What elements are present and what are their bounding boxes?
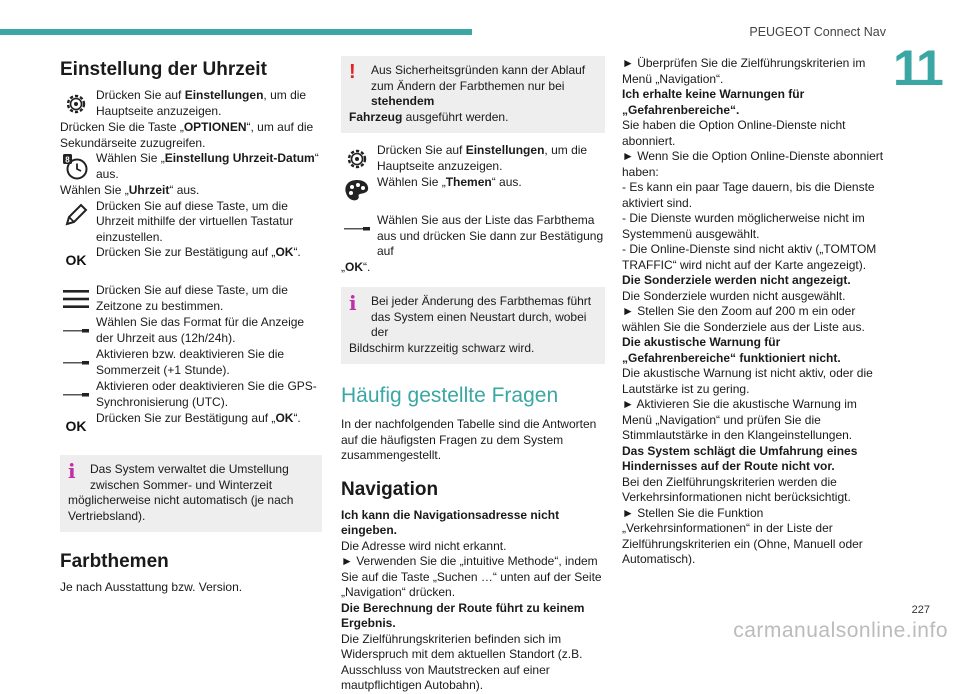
- step-text: Drücken Sie auf Einstellungen, um die Hauptseite anzuzeigen.: [96, 88, 307, 118]
- warning-icon: !: [349, 61, 356, 83]
- faq-answer: Die Adresse wird nicht erkannt.: [341, 538, 507, 553]
- step-text: Drücken Sie auf Einstellungen, um die Hauptseite anzuzeigen.: [377, 143, 588, 173]
- paragraph-options: Drücken Sie die Taste „OPTIONEN“, um auf die Sekundärseite zuzugreifen.: [60, 120, 314, 150]
- faq-detail: - Die Online-Dienste sind nicht aktiv („TOMTOM TRAFFIC“ wird nicht auf der Karte angezeigt).: [622, 242, 877, 272]
- header-accent-bar: [0, 29, 472, 35]
- toggle-line-icon: [60, 347, 92, 379]
- warning-text-continued: Fahrzeug ausgeführt werden.: [349, 109, 509, 124]
- paragraph-ok: „OK“.: [341, 259, 371, 274]
- step-text: Drücken Sie auf diese Taste, um die Zeitzone zu bestimmen.: [96, 283, 288, 313]
- faq-solution: ► Wenn Sie die Option Online-Dienste abonniert haben:: [622, 149, 884, 179]
- header-title: PEUGEOT Connect Nav: [749, 25, 886, 39]
- ok-button-icon: OK: [65, 252, 87, 269]
- faq-detail: - Die Dienste wurden möglicherweise nicht im Systemmenü ausgewählt.: [622, 211, 865, 241]
- section-heading-faq: Häufig gestellte Fragen: [341, 384, 559, 407]
- column-faq-continued: [622, 56, 887, 568]
- paragraph-version: Je nach Ausstattung bzw. Version.: [60, 580, 243, 594]
- step-choose-theme: [341, 213, 605, 260]
- step-text: Drücken Sie auf diese Taste, um die Uhrzeit mithilfe der virtuellen Tastatur einzustellen.: [96, 198, 294, 244]
- faq-solution: ► Stellen Sie die Funktion „Verkehrsinformationen“ in der Liste der Zielführungskriterien ein (Ohne, Manuell oder Automatisch).: [622, 505, 863, 566]
- info-note-summer-time: [60, 455, 322, 532]
- note-text: Bei jeder Änderung des Farbthemas führt das System einen Neustart durch, wobei der: [371, 294, 592, 339]
- toggle-line-icon: [60, 315, 92, 347]
- column-time-settings: [60, 56, 322, 596]
- faq-answer: Die Sonderziele wurden nicht ausgewählt.: [622, 288, 846, 303]
- ok-button-icon: OK: [65, 418, 87, 435]
- chapter-number: 11: [893, 40, 942, 96]
- step-text: Aktivieren oder deaktivieren Sie die GPS-Synchronisierung (UTC).: [96, 379, 317, 409]
- step-text: Wählen Sie „Einstellung Uhrzeit-Datum“ aus.: [96, 151, 319, 181]
- faq-question: Das System schlägt die Umfahrung eines Hindernisses auf der Route nicht vor.: [622, 443, 858, 473]
- section-heading-navigation: Navigation: [341, 478, 439, 500]
- note-text-continued: möglicherweise nicht automatisch (je nach Vertriebsland).: [68, 493, 294, 523]
- palette-icon: [341, 175, 373, 207]
- step-text: Wählen Sie „Themen“ aus.: [377, 175, 522, 189]
- step-edit-time: [60, 199, 322, 246]
- faq-answer: Sie haben die Option Online-Dienste nicht abonniert.: [622, 118, 846, 148]
- faq-solution: ► Überprüfen Sie die Zielführungskriterien im Menü „Navigation“.: [622, 56, 866, 86]
- step-text: Drücken Sie zur Bestätigung auf „OK“.: [96, 411, 301, 425]
- note-text-continued: Bildschirm kurzzeitig schwarz wird.: [349, 340, 535, 355]
- faq-solution: ► Stellen Sie den Zoom auf 200 m ein oder wählen Sie die Sonderziele aus der Liste aus.: [622, 304, 865, 334]
- section-heading-time: Einstellung der Uhrzeit: [60, 59, 267, 80]
- faq-question: Die Sonderziele werden nicht angezeigt.: [622, 273, 851, 287]
- step-format: [60, 315, 322, 347]
- step-text: Aktivieren bzw. deaktivieren Sie die Sommerzeit (+1 Stunde).: [96, 347, 285, 377]
- paragraph-faq-intro: In der nachfolgenden Tabelle sind die Antworten auf die häufigsten Fragen zu dem System zusammengestellt.: [341, 417, 597, 462]
- step-settings: [341, 143, 605, 175]
- faq-detail: - Es kann ein paar Tage dauern, bis die Dienste aktiviert sind.: [622, 180, 875, 210]
- faq-question: Die Berechnung der Route führt zu keinem Ergebnis.: [341, 600, 585, 630]
- section-heading-themes: Farbthemen: [60, 551, 169, 572]
- paragraph-time: Wählen Sie „Uhrzeit“ aus.: [60, 183, 200, 197]
- page-number: 227: [911, 603, 930, 616]
- step-time-date: [60, 151, 322, 183]
- step-settings: [60, 88, 322, 120]
- step-text: Drücken Sie zur Bestätigung auf „OK“.: [96, 245, 301, 259]
- toggle-line-icon: [60, 379, 92, 411]
- info-note-restart: [341, 287, 605, 364]
- watermark: carmanualsonline.info: [733, 618, 948, 642]
- svg-text:8: 8: [65, 155, 70, 165]
- pencil-icon: [60, 199, 92, 231]
- faq-question: Ich erhalte keine Warnungen für „Gefahrenbereiche“.: [622, 87, 805, 117]
- faq-question: Ich kann die Navigationsadresse nicht eingeben.: [341, 507, 560, 537]
- column-themes-faq: [341, 56, 605, 694]
- step-text: Wählen Sie das Format für die Anzeige der Uhrzeit aus (12h/24h).: [96, 315, 305, 345]
- gear-icon: [60, 88, 92, 120]
- step-timezone: [60, 283, 322, 315]
- faq-solution: ► Aktivieren Sie die akustische Warnung im Menü „Navigation“ und prüfen Sie die Stimmlautstärke in den Klangeinstellungen.: [622, 397, 857, 442]
- list-icon: [60, 283, 92, 315]
- warning-text: Aus Sicherheitsgründen kann der Ablauf zum Ändern der Farbthemen nur bei stehendem: [371, 63, 586, 108]
- step-gps-sync: [60, 379, 322, 411]
- faq-answer: Bei den Zielführungskriterien werden die Verkehrsinformationen nicht berücksichtigt.: [622, 474, 851, 504]
- info-icon: i: [349, 291, 357, 315]
- step-themes: [341, 175, 605, 207]
- clock-icon: [60, 151, 92, 183]
- toggle-line-icon: [341, 213, 373, 245]
- faq-question: Die akustische Warnung für „Gefahrenbereiche“ funktioniert nicht.: [622, 335, 841, 365]
- warning-note-safety: [341, 56, 605, 133]
- gear-icon: [341, 143, 373, 175]
- faq-answer: Die Zielführungskriterien befinden sich im Widerspruch mit dem aktuellen Standort (z.B. Ausschluss von Mautstrecken auf einer mautpflichtigen Autobahn).: [341, 631, 583, 692]
- faq-solution: ► Verwenden Sie die „intuitive Methode“, indem Sie auf die Taste „Suchen …“ unten auf der Seite „Navigation“ drücken.: [341, 554, 602, 599]
- step-summer-time: [60, 347, 322, 379]
- step-confirm-ok: [60, 245, 322, 277]
- note-text: Das System verwaltet die Umstellung zwischen Sommer- und Winterzeit: [90, 462, 289, 492]
- step-confirm-ok-2: [60, 411, 322, 443]
- info-icon: i: [68, 459, 76, 483]
- step-text: Wählen Sie aus der Liste das Farbthema aus und drücken Sie dann zur Bestätigung auf: [377, 213, 604, 258]
- faq-answer: Die akustische Warnung ist nicht aktiv, oder die Lautstärke ist zu gering.: [622, 366, 873, 396]
